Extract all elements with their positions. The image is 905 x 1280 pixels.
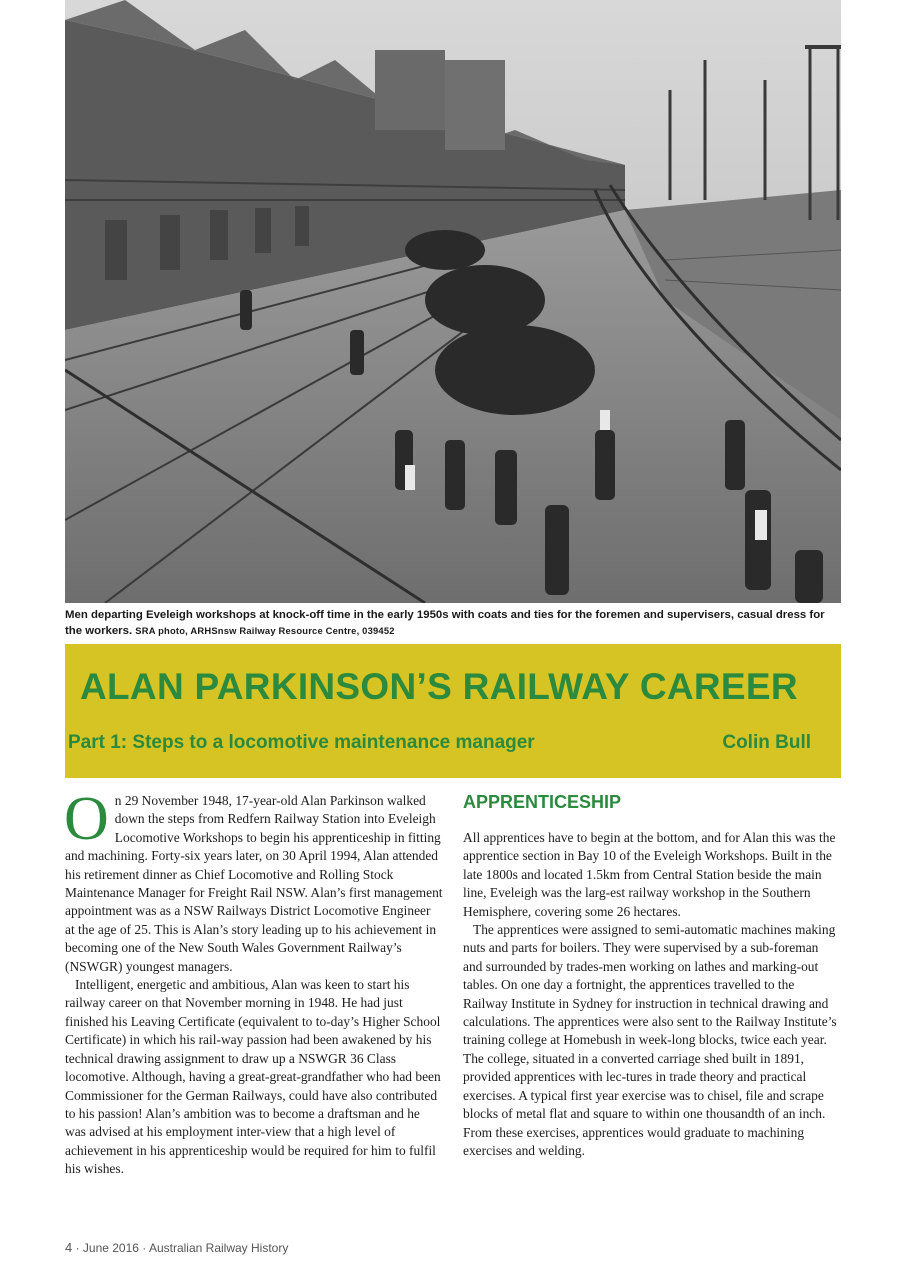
historic-photo xyxy=(65,0,841,603)
paragraph xyxy=(64,785,443,976)
drop-cap: O xyxy=(64,785,109,853)
photo-credit: SRA photo, ARHSnsw Railway Resource Centre, 039452 xyxy=(135,625,395,636)
page-footer xyxy=(65,1240,288,1255)
page-number: 4 xyxy=(65,1240,73,1255)
right-column xyxy=(463,792,841,1160)
paragraph: Intelligent, energetic and ambitious, Alan was keen to start his railway career on that November morning in 1948. He had just finished his Leaving Certificate (equivalent to to-day’s Higher School Certificate) in which his rail-way passion had been awakened by his technical drawing assignment to draw up a NSWGR 36 Class locomotive. Although, having a great-great-grandfather who had been Commissioner for the German Railways, could have also contributed to his passion! Alan’s ambition was to become a draftsman and he was advised at his employment inter-view that a high level of achievement in his apprenticeship would be required for him to fulfil his wishes. xyxy=(65,977,441,1177)
article-author: Colin Bull xyxy=(722,732,811,753)
photo-illustration xyxy=(65,0,841,603)
issue-info: · June 2016 · Australian Railway History xyxy=(72,1241,289,1255)
photo-caption xyxy=(65,607,841,639)
title-banner xyxy=(65,644,841,778)
caption-text: Men departing Eveleigh workshops at knock-off time in the early 1950s with coats and ties for the foremen and supervisers, casual dress for the workers. xyxy=(65,609,825,637)
section-heading: APPRENTICESHIP xyxy=(463,792,622,812)
paragraph: The apprentices were assigned to semi-automatic machines making nuts and parts for boilers. They were supervised by a sub-foreman and surrounded by trades-men working on lathes and marking-out tables. On one day a fortnight, the apprentices travelled to the Railway Institute in Sydney for instruction in technical drawing and calculations. The apprentices were also sent to the Railway Institute’s training college at Homebush in week-long blocks, twice each year. The college, situated in a converted carriage shed built in 1891, provided apprentices with lec-tures in trade theory and practical exercises. A typical first year exercise was to chisel, file and scrape blocks of metal flat and square to within one thousandth of an inch. From these exercises, apprentices would graduate to machining exercises and welding. xyxy=(463,922,837,1158)
article-subtitle: Part 1: Steps to a locomotive maintenance manager xyxy=(68,732,535,753)
left-column xyxy=(64,785,443,1179)
paragraph: All apprentices have to begin at the bottom, and for Alan this was the apprentice section in Bay 10 of the Eveleigh Workshops. Built in the late 1800s and located 1.5km from Central Station beside the main line, Eveleigh was the larg-est railway workshop in the Southern Hemisphere, covering some 26 hectares. xyxy=(463,830,836,919)
paragraph-text: n 29 November 1948, 17-year-old Alan Parkinson walked down the steps from Redfern Railway Station into Eveleigh Locomotive Workshops to begin his apprenticeship in fitting and machining. Forty-six years later, on 30 April 1994, Alan attended his retirement dinner as Chief Locomotive and Rolling Stock Maintenance Manager for Freight Rail NSW. Alan’s first management appointment was as a NSW Railways District Locomotive Engineer at the age of 25. This is Alan’s story leading up to his achievement in becoming one of the New South Wales Government Railway’s (NSWGR) youngest managers. xyxy=(65,793,443,974)
article-title: ALAN PARKINSON’S RAILWAY CAREER xyxy=(80,666,798,707)
